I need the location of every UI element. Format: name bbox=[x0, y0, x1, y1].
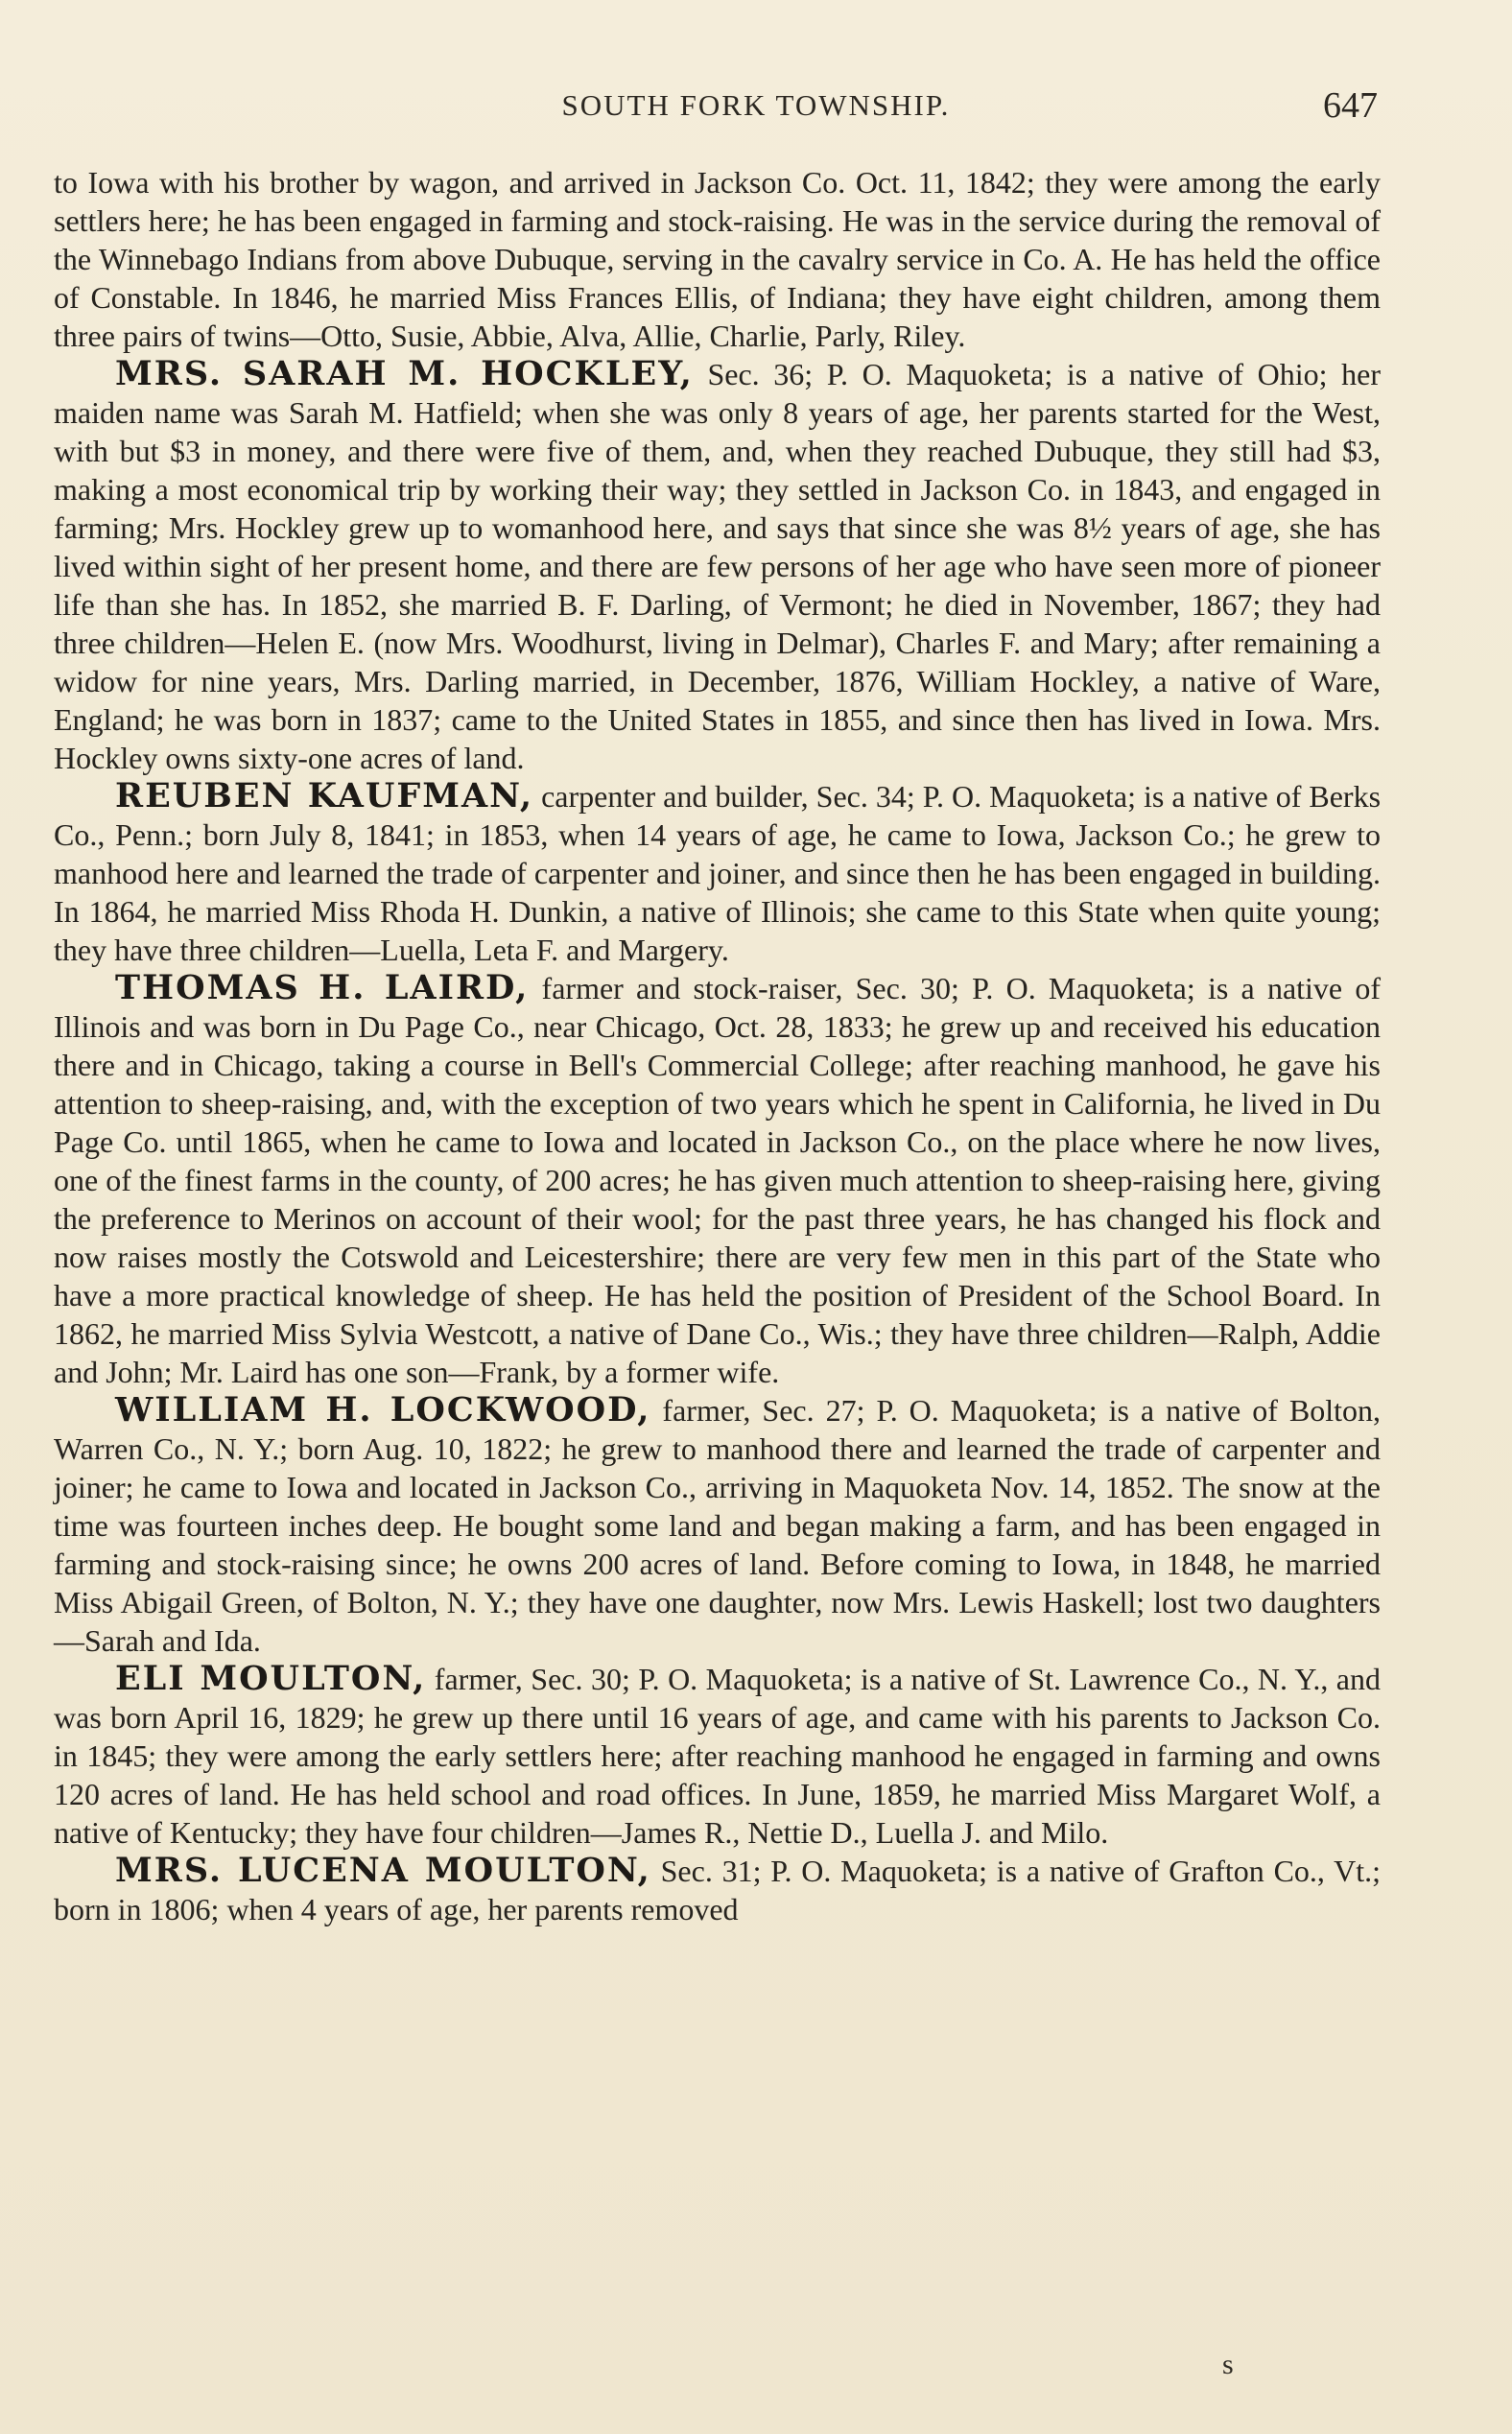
entry-name: MRS. LUCENA MOULTON, bbox=[115, 1851, 651, 1890]
biography-entry-kaufman bbox=[54, 777, 1381, 969]
continuation-paragraph: to Iowa with his brother by wagon, and arrived in Jackson Co. Oct. 11, 1842; they were among the early settlers here; he has been engaged in farming and stock-raising. He was in the service during the removal of the Winnebago Indians from above Dubuque, serving in the cavalry service in Co. A. He has held the office of Constable. In 1846, he married Miss Frances Ellis, of Indiana; they have eight children, among them three pairs of twins—Otto, Susie, Abbie, Alva, Allie, Charlie, Parly, Riley. bbox=[54, 165, 1381, 353]
signature-letter: s bbox=[1222, 2349, 1234, 2380]
page-number: 647 bbox=[1323, 85, 1378, 126]
signature-mark bbox=[0, 2349, 1512, 2387]
entry-name: MRS. SARAH M. HOCKLEY, bbox=[115, 354, 694, 393]
entry-text: Sec. 36; P. O. Maquoketa; is a native of Ohio; her maiden name was Sarah M. Hatfield; when she was only 8 years of age, her parents started for the West, with but $3 in money, and there were five of them, and, when they reached Dubuque, they still had $3, making a most economical trip by working their way; they settled in Jackson Co. in 1843, and engaged in farming; Mrs. Hockley grew up to womanhood here, and says that since she was 8½ years of age, she has lived within sight of her present home, and there are few persons of her age who have seen more of pioneer life than she has. In 1852, she married B. F. Darling, of Vermont; he died in November, 1867; they had three children—Helen E. (now Mrs. Woodhurst, living in Delmar), Charles F. and Mary; after remaining a widow for nine years, Mrs. Darling married, in December, 1876, William Hockley, a native of Ware, England; he was born in 1837; came to the United States in 1855, and since then has lived in Iowa. Mrs. Hockley owns sixty-one acres of land. bbox=[54, 357, 1381, 775]
biography-entry-lockwood bbox=[54, 1391, 1381, 1660]
entry-text: carpenter and builder, Sec. 34; P. O. Maquoketa; is a native of Berks Co., Penn.; born July 8, 1841; in 1853, when 14 years of age, he came to Iowa, Jackson Co.; he grew to manhood here and learned the trade of carpenter and joiner, and since then he has been engaged in building. In 1864, he married Miss Rhoda H. Dunkin, a native of Illinois; she came to this State when quite young; they have three children—Luella, Leta F. and Margery. bbox=[54, 779, 1382, 967]
entry-name: ELI MOULTON, bbox=[115, 1659, 427, 1698]
entry-name: THOMAS H. LAIRD, bbox=[115, 968, 530, 1007]
entry-text: Sec. 31; P. O. Maquoketa; is a native of Grafton Co., Vt.; born in 1806; when 4 years of age, her parents removed bbox=[54, 1854, 1381, 1926]
biography-entry-laird bbox=[54, 969, 1381, 1391]
entry-text: farmer and stock-raiser, Sec. 30; P. O. Maquoketa; is a native of Illinois and was born in Du Page Co., near Chicago, Oct. 28, 1833; he grew up and received his education there and in Chicago, taking a course in Bell's Commercial College; after reaching manhood, he gave his attention to sheep-raising, and, with the exception of two years which he spent in California, he lived in Du Page Co. until 1865, when he came to Iowa and located in Jackson Co., on the place where he now lives, one of the finest farms in the county, of 200 acres; he has given much attention to sheep-raising here, giving the preference to Merinos on account of their wool; for the past three years, he has changed his flock and now raises mostly the Cotswold and Leicestershire; there are very few men in this part of the State who have a more practical knowledge of sheep. He has held the position of President of the School Board. In 1862, he married Miss Sylvia Westcott, a native of Dane Co., Wis.; they have three children—Ralph, Addie and John; Mr. Laird has one son—Frank, by a former wife. bbox=[54, 971, 1382, 1389]
biography-entry-eli-moulton bbox=[54, 1660, 1381, 1852]
entry-name: REUBEN KAUFMAN, bbox=[115, 776, 534, 815]
entry-text: farmer, Sec. 27; P. O. Maquoketa; is a native of Bolton, Warren Co., N. Y.; born Aug. 10, 1822; he grew to manhood there and learned the trade of carpenter and joiner; he came to Iowa and located in Jackson Co., arriving in Maquoketa Nov. 14, 1852. The snow at the time was fourteen inches deep. He bought some land and began making a farm, and has been engaged in farming and stock-raising since; he owns 200 acres of land. Before coming to Iowa, in 1848, he married Miss Abigail Green, of Bolton, N. Y.; they have one daughter, now Mrs. Lewis Haskell; lost two daughters—Sarah and Ida. bbox=[54, 1393, 1381, 1658]
running-title: SOUTH FORK TOWNSHIP. bbox=[561, 88, 951, 122]
biography-entry-lucena-moulton bbox=[54, 1852, 1381, 1928]
entry-name: WILLIAM H. LOCKWOOD, bbox=[115, 1390, 651, 1430]
entry-text: farmer, Sec. 30; P. O. Maquoketa; is a native of St. Lawrence Co., N. Y., and was born April 16, 1829; he grew up there until 16 years of age, and came with his parents to Jackson Co. in 1845; they were among the early settlers here; after reaching manhood he engaged in farming and owns 120 acres of land. He has held school and road offices. In June, 1859, he married Miss Margaret Wolf, a native of Kentucky; they have four children—James R., Nettie D., Luella J. and Milo. bbox=[54, 1662, 1381, 1850]
biography-entry-hockley bbox=[54, 355, 1381, 777]
running-head bbox=[0, 84, 1512, 132]
body-text bbox=[54, 163, 1381, 1928]
